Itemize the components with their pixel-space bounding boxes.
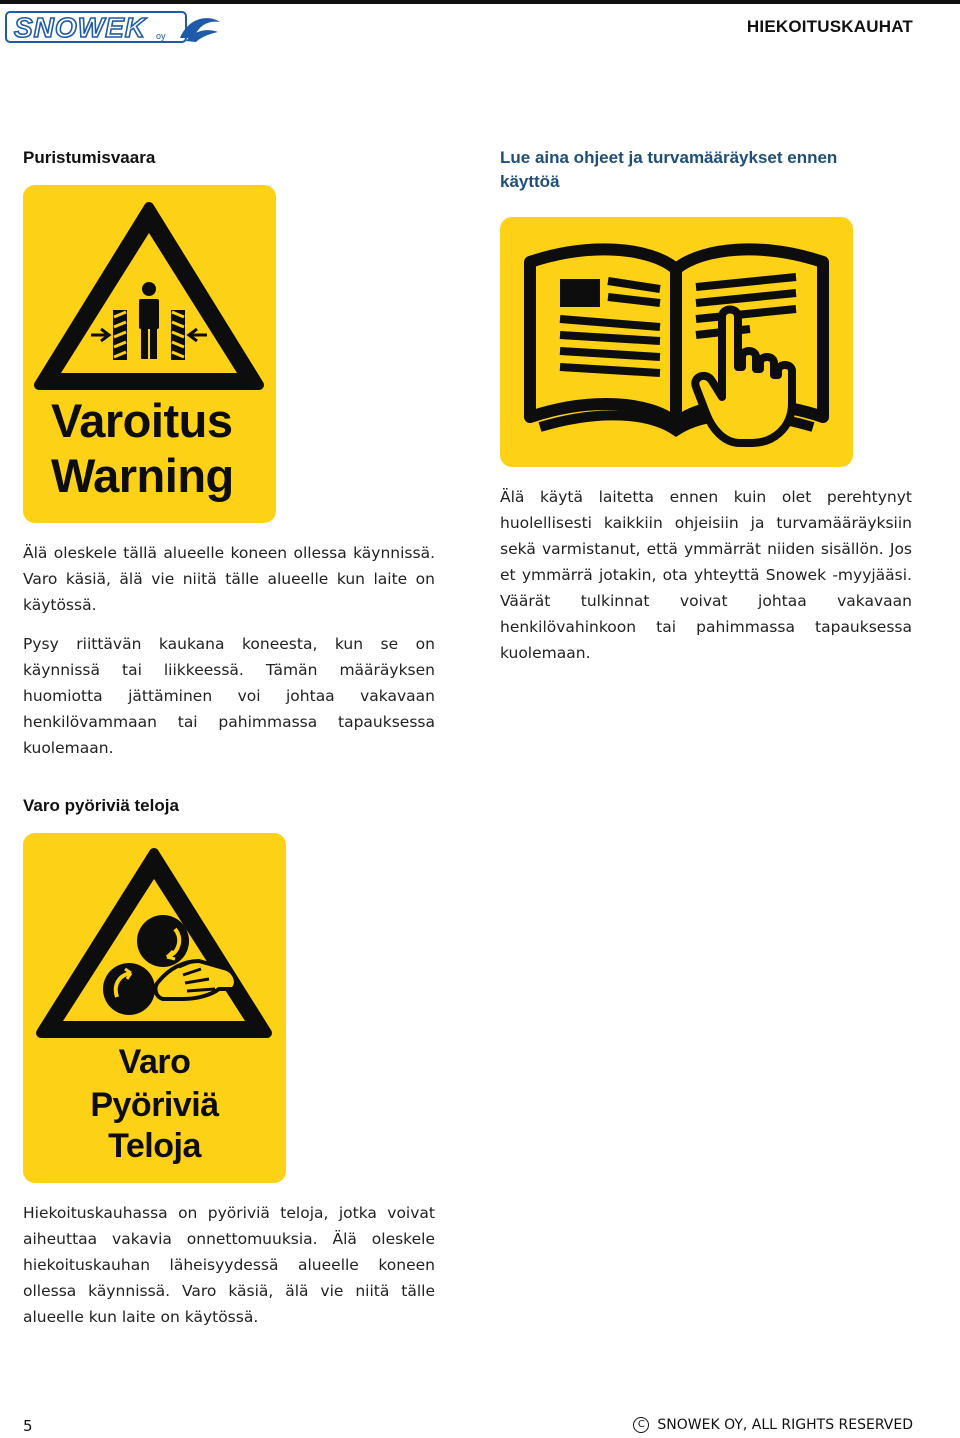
header-rule [0,0,960,4]
copyright-icon: C [633,1417,649,1433]
crush-hazard-text [23,540,435,774]
read-instructions-paragraph: Älä käytä laitetta ennen kuin olet perehtynyt huolellisesti kaikkiin ohjeisiin ja turvamääräyksiin sekä varmistanut, että ymmärrät niiden sisällön. Jos et ymmärrä jotakin, ota yhteyttä Snowek -myyjääsi. Väärät tulkinnat voivat johtaa vakavaan henkilövahinkoon tai pahimmassa tapauksessa kuolemaan. [500,488,912,662]
rotating-rollers-paragraph: Hiekoituskauhassa on pyöriviä teloja, jotka voivat aiheuttaa vakavia onnettomuuksia. Älä oleskele hiekoituskauhan läheisyydessä alueelle koneen ollessa käynnissä. Varo käsiä, älä vie niitä tälle alueelle kun laite on käytössä. [23,1204,435,1326]
crush-hazard-sign [23,185,276,523]
svg-text:oy: oy [156,31,166,41]
read-manual-pictogram [500,217,853,467]
crush-hazard-heading: Puristumisvaara [23,148,156,167]
crush-hazard-paragraph-1: Älä oleskele tällä alueelle koneen ollessa käynnissä. Varo käsiä, älä vie niitä tälle alueelle kun laite on käytössä. [23,544,435,614]
read-manual-sign [500,217,853,467]
page-number: 5 [23,1417,33,1435]
page-header [0,0,960,48]
copyright-notice [633,1417,913,1433]
rotating-rollers-heading: Varo pyöriviä teloja [23,796,179,815]
document-title: HIEKOITUSKAUHAT [746,17,913,36]
svg-text:SNOWEK: SNOWEK [14,12,146,43]
snowek-logo [4,8,224,46]
sign-text-pyoriviä: Pyöriviä [90,1086,219,1124]
rotating-rollers-sign [23,833,286,1183]
sign-text-varo: Varo [118,1043,191,1081]
crush-hazard-paragraph-2: Pysy riittävän kaukana koneesta, kun se on käynnissä tai liikkeessä. Tämän määräyksen huomiotta jättäminen voi johtaa vakavaan henkilövammaan tai pahimmassa tapauksessa kuolemaan. [23,635,435,757]
rotating-rollers-text [23,1200,435,1343]
read-instructions-heading: Lue aina ohjeet ja turvamääräykset ennen käyttöä [500,148,838,191]
read-instructions-text [500,484,912,679]
sign-text-warning: Warning [51,449,234,502]
sign-text-teloja: Teloja [108,1127,201,1165]
sign-text-varoitus: Varoitus [51,394,233,447]
copyright-text: SNOWEK OY, ALL RIGHTS RESERVED [657,1417,913,1433]
